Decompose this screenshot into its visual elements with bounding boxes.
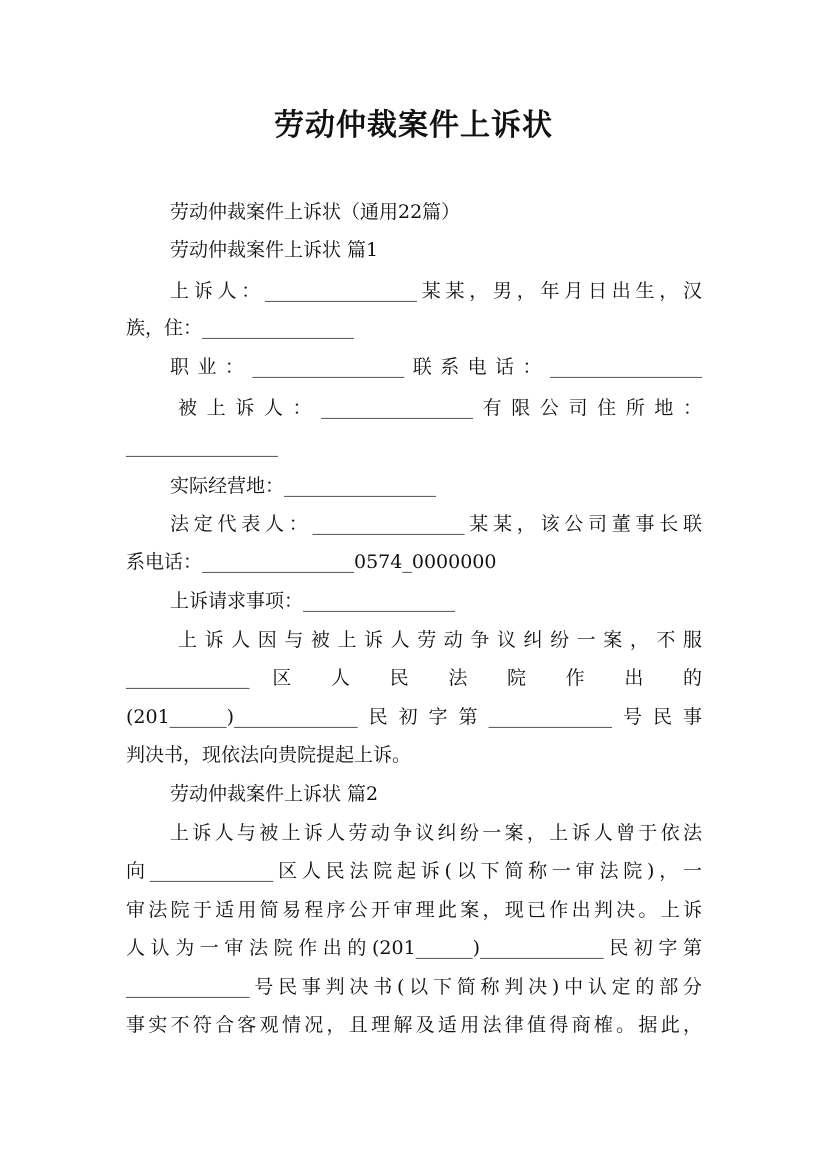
body-line: 法定代表人：________________某某，该公司董事长联 (170, 513, 702, 535)
body-line: 被上诉人：________________有限公司住所地： (178, 397, 702, 419)
page-title: 劳动仲裁案件上诉状 (274, 108, 553, 143)
body-line: (201______)_____________民初字第_____________号民事 (126, 706, 702, 728)
body-line: 判决书，现依法向贵院提起上诉。 (126, 744, 412, 766)
body-line: _____________号民事判决书(以下简称判决)中认定的部分 (126, 976, 702, 998)
body-line: 上诉人因与被上诉人劳动争议纠纷一案，不服 (178, 629, 702, 651)
body-line: 人认为一审法院作出的(201______)_____________民初字第 (126, 937, 702, 959)
doc-subtitle: 劳动仲裁案件上诉状（通用22篇） (170, 201, 461, 223)
body-line: _____________ 区 人 民 法 院 作 出 的 (126, 667, 702, 689)
body-line: 上诉请求事项：________________ (170, 590, 456, 612)
body-line: 系电话：________________0574_0000000 (126, 551, 497, 573)
section-heading-1: 劳动仲裁案件上诉状 篇1 (170, 239, 379, 261)
body-line: 实际经营地：________________ (170, 475, 437, 497)
body-line: 上诉人与被上诉人劳动争议纠纷一案，上诉人曾于依法 (170, 822, 702, 844)
body-line: 上诉人：________________某某，男，年月日出生，汉 (170, 280, 702, 302)
body-line: 审法院于适用简易程序公开审理此案，现已作出判决。上诉 (126, 899, 702, 921)
body-line: 事实不符合客观情况，且理解及适用法律值得商榷。据此， (126, 1014, 702, 1036)
section-heading-2: 劳动仲裁案件上诉状 篇2 (170, 783, 379, 805)
body-line: ________________ (126, 435, 278, 457)
body-line: 向_____________区人民法院起诉(以下简称一审法院)，一 (126, 860, 702, 882)
body-line: 职业：________________联系电话：________________ (170, 356, 702, 378)
body-line: 族，住：________________ (126, 317, 355, 339)
